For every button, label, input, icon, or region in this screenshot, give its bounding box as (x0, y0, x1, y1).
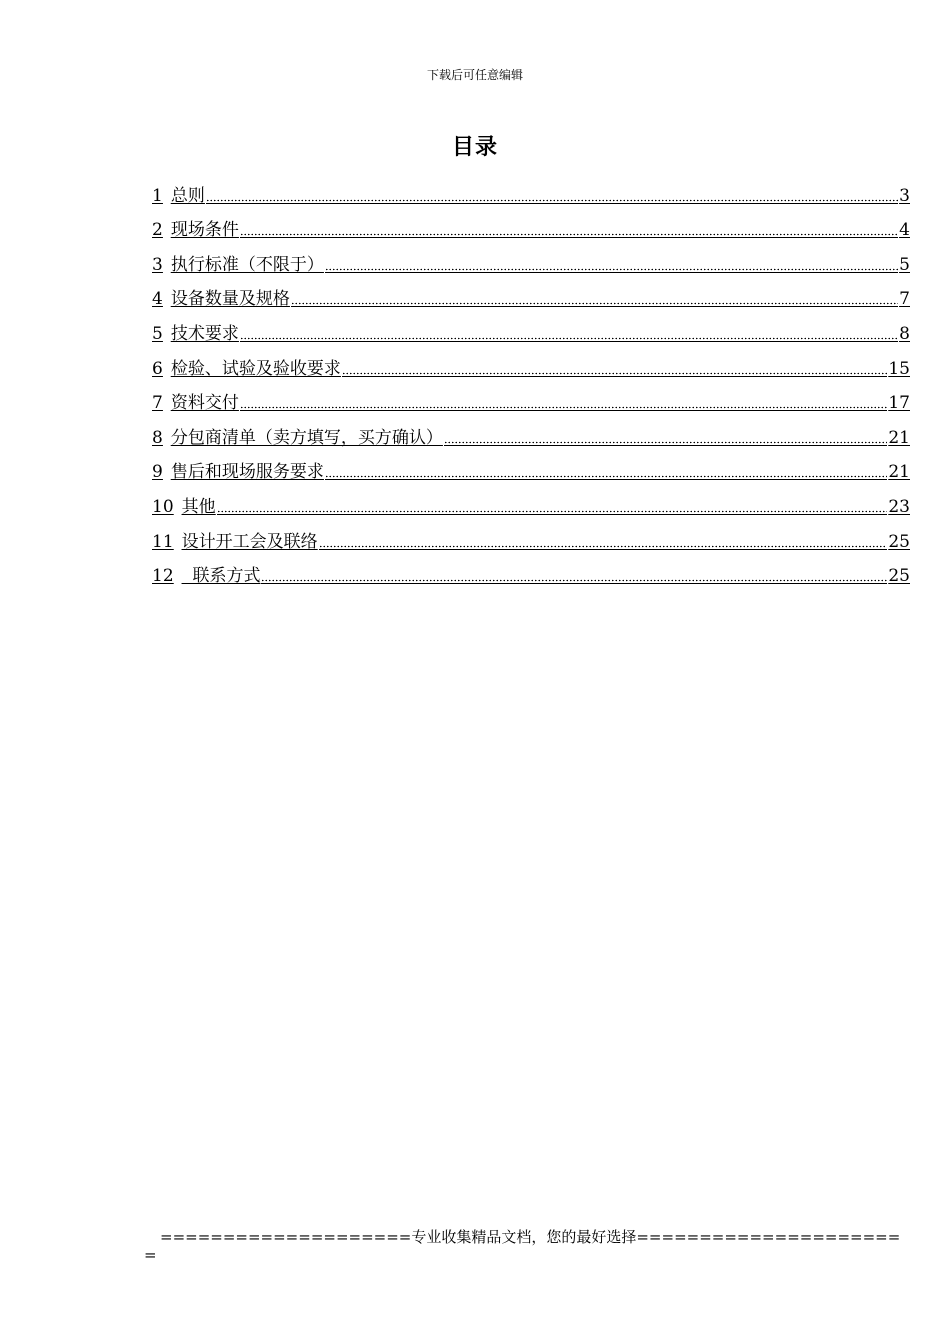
toc-entry-3[interactable] (152, 241, 910, 276)
toc-entry-11[interactable] (152, 518, 910, 553)
toc-entry-title: 设备数量及规格 (170, 289, 290, 310)
toc-entry-number: 12 (152, 566, 174, 587)
toc-entry-title: 资料交付 (170, 393, 239, 414)
table-of-contents (152, 172, 910, 587)
toc-entry-title: 检验、试验及验收要求 (170, 358, 341, 379)
toc-entry-page: 8 (899, 323, 910, 344)
toc-entry-page: 7 (899, 289, 910, 310)
toc-entry-page: 25 (888, 566, 910, 587)
toc-dot-leader (217, 497, 888, 515)
toc-entry-number: 3 (152, 254, 163, 275)
toc-entry-1[interactable] (152, 172, 910, 207)
toc-dot-leader (261, 566, 887, 584)
toc-entry-title: 设计开工会及联络 (181, 531, 318, 552)
toc-dot-leader (240, 220, 898, 238)
toc-entry-page: 21 (888, 462, 910, 483)
toc-dot-leader (325, 462, 888, 480)
header-note: 下载后可任意编辑 (426, 68, 523, 82)
toc-entry-number: 6 (152, 358, 163, 379)
toc-entry-number: 8 (152, 427, 163, 448)
toc-entry-page: 5 (899, 254, 910, 275)
toc-entry-page: 17 (888, 393, 910, 414)
toc-entry-2[interactable] (152, 207, 910, 242)
toc-entry-title: 分包商清单（卖方填写，买方确认） (170, 427, 443, 448)
toc-entry-7[interactable] (152, 380, 910, 415)
footer-banner: ====================专业收集精品文档，您的最好选择===================== (160, 1228, 901, 1246)
toc-entry-page: 25 (888, 531, 910, 552)
toc-dot-leader (319, 532, 888, 550)
toc-entry-12[interactable] (152, 553, 910, 588)
toc-entry-title: 售后和现场服务要求 (170, 462, 324, 483)
toc-entry-8[interactable] (152, 414, 910, 449)
footer-banner-continuation: = (144, 1246, 157, 1264)
toc-dot-leader (240, 324, 898, 342)
toc-entry-5[interactable] (152, 310, 910, 345)
toc-entry-page: 23 (888, 496, 910, 517)
toc-entry-title: 总则 (170, 185, 205, 206)
toc-entry-title: 执行标准（不限于） (170, 254, 324, 275)
toc-entry-title: 其他 (181, 496, 216, 517)
toc-entry-number: 5 (152, 323, 163, 344)
toc-title: 目录 (451, 134, 498, 160)
toc-entry-4[interactable] (152, 276, 910, 311)
toc-dot-leader (444, 428, 888, 446)
toc-dot-leader (325, 255, 898, 273)
toc-entry-number: 9 (152, 462, 163, 483)
toc-entry-number: 2 (152, 220, 163, 241)
toc-entry-number: 4 (152, 289, 163, 310)
toc-entry-page: 15 (888, 358, 910, 379)
toc-entry-page: 4 (899, 220, 910, 241)
toc-dot-leader (291, 289, 898, 307)
toc-dot-leader (342, 359, 888, 377)
toc-entry-9[interactable] (152, 449, 910, 484)
toc-entry-page: 21 (888, 427, 910, 448)
toc-entry-6[interactable] (152, 345, 910, 380)
toc-entry-title: 技术要求 (170, 323, 239, 344)
toc-entry-title: 现场条件 (170, 220, 239, 241)
toc-dot-leader (206, 186, 898, 204)
toc-entry-number: 10 (152, 496, 174, 517)
toc-entry-10[interactable] (152, 483, 910, 518)
toc-entry-title: 联系方式 (181, 566, 261, 587)
toc-entry-number: 11 (152, 531, 174, 552)
toc-entry-number: 1 (152, 185, 163, 206)
toc-entry-page: 3 (899, 185, 910, 206)
toc-dot-leader (240, 393, 888, 411)
toc-entry-number: 7 (152, 393, 163, 414)
